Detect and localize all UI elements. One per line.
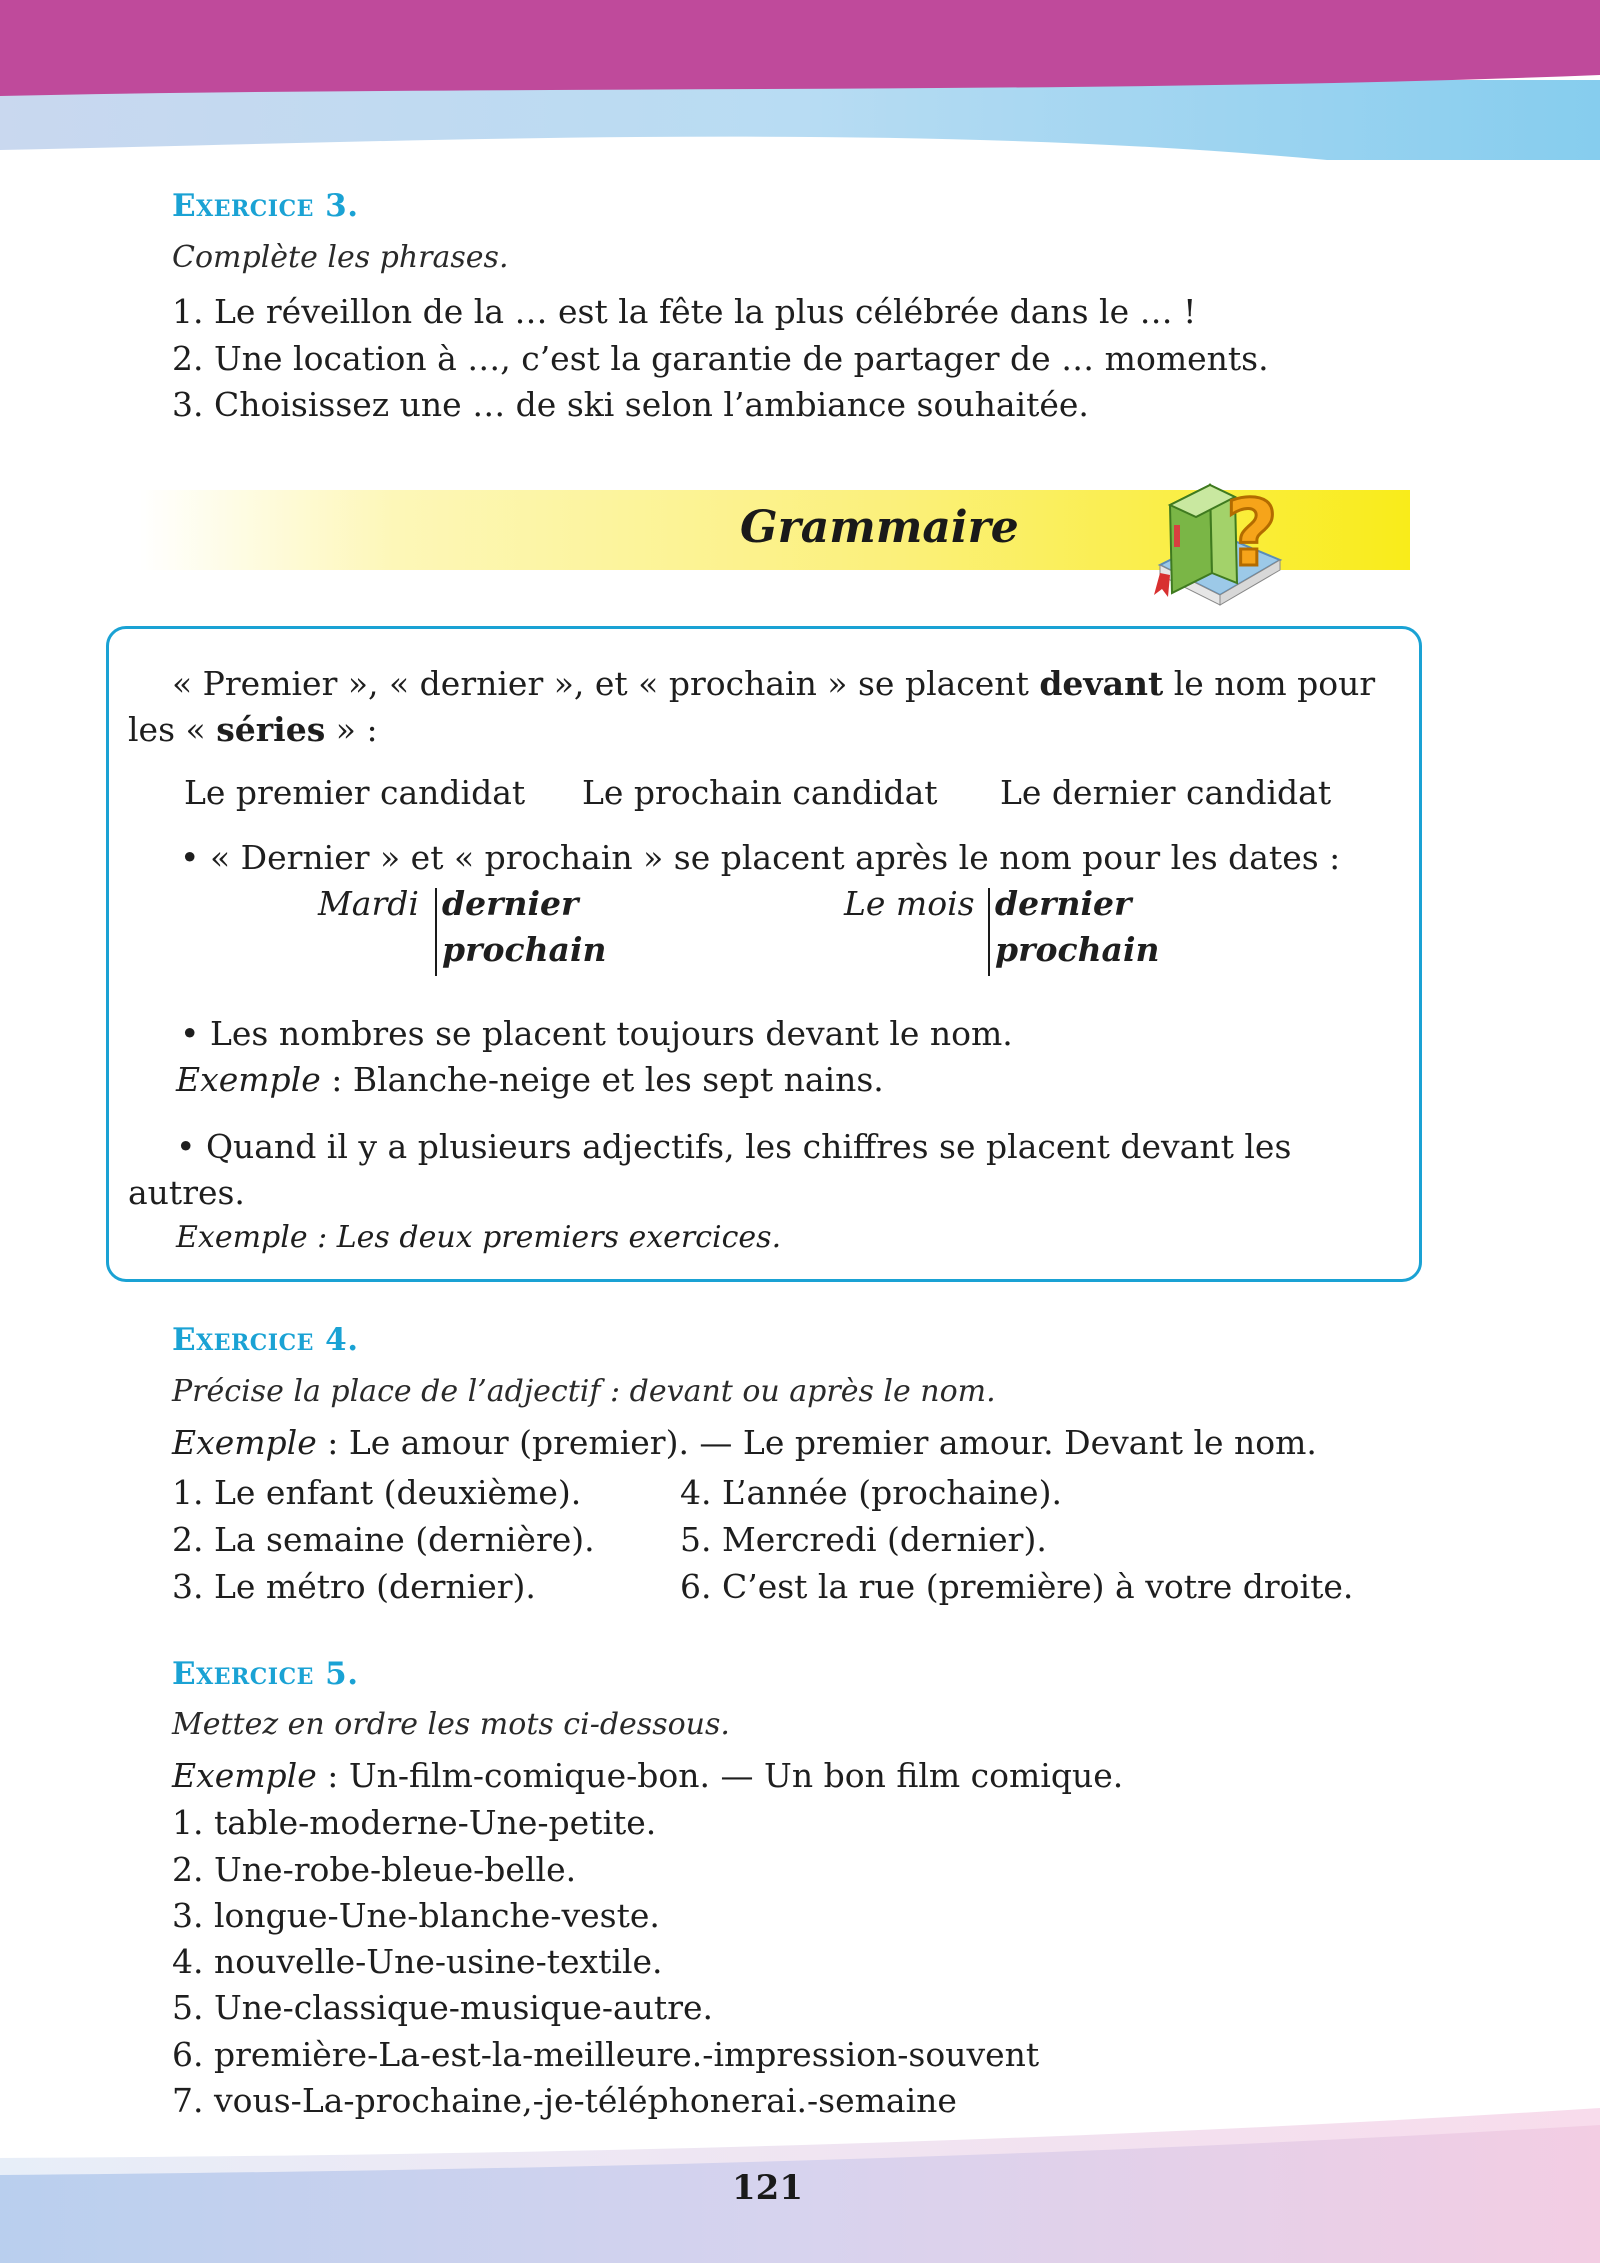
grammar-bullet: • « Dernier » et « prochain » se placent après le nom pour les dates : [180, 838, 1341, 877]
exercise-4-item: 6. C’est la rue (première) à votre droite. [680, 1567, 1354, 1606]
exercise-4-item: 5. Mercredi (dernier). [680, 1520, 1047, 1559]
exercise-5-item: 1. table-moderne-Une-petite. [172, 1803, 657, 1842]
grammar-rule-line: « Premier », « dernier », et « prochain » se placent devant le nom pour [172, 664, 1376, 703]
exercise-5-item: 3. longue-Une-blanche-veste. [172, 1896, 660, 1935]
exercise-3-instruction: Complète les phrases. [172, 240, 509, 275]
grammar-example-line: Exemple : Blanche-neige et les sept nains. [176, 1060, 884, 1099]
exercise-4-instruction: Précise la place de l’adjectif : devant ou après le nom. [172, 1374, 996, 1409]
svg-text:?: ? [1225, 480, 1279, 587]
exercise-4-item: 3. Le métro (dernier). [172, 1567, 536, 1606]
exercise-5-instruction: Mettez en ordre les mots ci-dessous. [172, 1707, 730, 1742]
exercise-5-title: Exercice 5. [172, 1656, 359, 1692]
date-option: dernier [995, 884, 1132, 923]
grammar-bullet-continuation: autres. [128, 1173, 245, 1212]
exercise-3-title: Exercice 3. [172, 188, 359, 224]
exercise-5-item: 7. vous-La-prochaine,-je-téléphonerai.-semaine [172, 2081, 957, 2120]
grammar-rule-line: les « séries » : [128, 710, 378, 749]
grammar-example: Le premier candidat [184, 773, 526, 812]
grammar-title: Grammaire [740, 502, 1019, 553]
exercise-5-example: Exemple : Un-film-comique-bon. — Un bon film comique. [172, 1756, 1124, 1795]
exercise-5-item: 5. Une-classique-musique-autre. [172, 1988, 713, 2027]
date-divider [435, 888, 437, 976]
exercise-4-item: 2. La semaine (dernière). [172, 1520, 595, 1559]
grammar-example: Le prochain candidat [582, 773, 938, 812]
top-decorative-band [0, 0, 1600, 160]
grammar-bullet: • Les nombres se placent toujours devant le nom. [180, 1014, 1013, 1053]
date-option: prochain [995, 930, 1160, 969]
date-label: Mardi [318, 884, 419, 923]
exercise-5-item: 6. première-La-est-la-meilleure.-impression-souvent [172, 2035, 1040, 2074]
page-number: 121 [732, 2168, 803, 2208]
grammar-example-line: Exemple : Les deux premiers exercices. [176, 1220, 782, 1255]
exercise-5-item: 2. Une-robe-bleue-belle. [172, 1850, 577, 1889]
date-option: prochain [442, 930, 607, 969]
exercise-4-item: 4. L’année (prochaine). [680, 1473, 1062, 1512]
grammar-bullet: • Quand il y a plusieurs adjectifs, les chiffres se placent devant les [176, 1127, 1292, 1166]
grammar-example: Le dernier candidat [1000, 773, 1332, 812]
exercise-3-item: 2. Une location à …, c’est la garantie de partager de … moments. [172, 339, 1269, 378]
exercise-4-example: Exemple : Le amour (premier). — Le premier amour. Devant le nom. [172, 1423, 1317, 1462]
exercise-5-item: 4. nouvelle-Une-usine-textile. [172, 1942, 663, 1981]
book-question-mark-icon [1140, 455, 1300, 615]
date-label: Le mois [844, 884, 975, 923]
date-divider [988, 888, 990, 976]
exercise-4-item: 1. Le enfant (deuxième). [172, 1473, 582, 1512]
exercise-4-title: Exercice 4. [172, 1322, 359, 1358]
date-option: dernier [442, 884, 579, 923]
exercise-3-item: 1. Le réveillon de la … est la fête la plus célébrée dans le … ! [172, 292, 1197, 331]
exercise-3-item: 3. Choisissez une … de ski selon l’ambiance souhaitée. [172, 385, 1089, 424]
